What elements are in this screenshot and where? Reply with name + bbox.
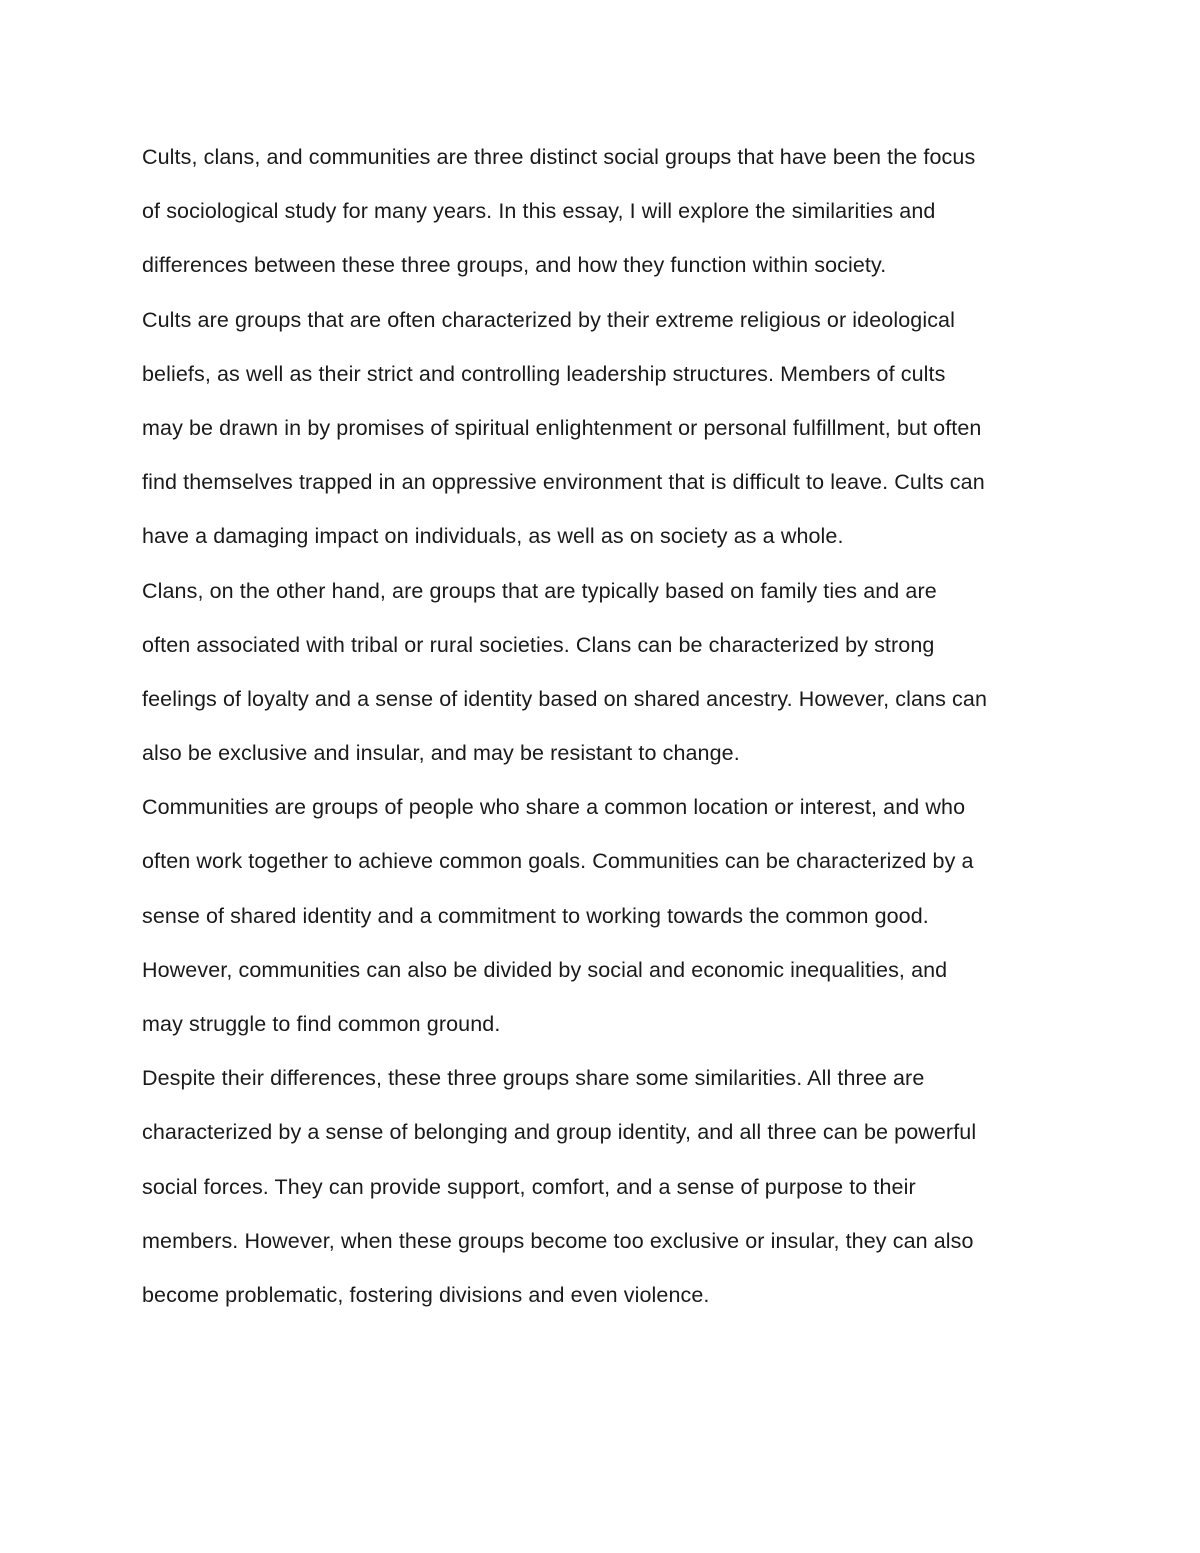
text-line: may struggle to find common ground. <box>142 1012 501 1036</box>
text-line: find themselves trapped in an oppressive environment that is difficult to leave. Cults can <box>142 470 985 495</box>
text-line: often work together to achieve common goals. Communities can be characterized by a <box>142 849 974 874</box>
text-line: members. However, when these groups become too exclusive or insular, they can also <box>142 1228 974 1253</box>
text-line: also be exclusive and insular, and may be resistant to change. <box>142 741 740 766</box>
text-line: characterized by a sense of belonging and group identity, and all three can be powerful <box>142 1120 977 1145</box>
text-line: differences between these three groups, and how they function within society. <box>142 253 887 278</box>
text-line: Despite their differences, these three groups share some similarities. All three are <box>142 1066 925 1091</box>
text-line: often associated with tribal or rural societies. Clans can be characterized by strong <box>142 632 935 657</box>
text-line: Communities are groups of people who share a common location or interest, and who <box>142 795 966 820</box>
essay-body <box>142 130 1082 1322</box>
text-line: become problematic, fostering divisions and even violence. <box>142 1282 710 1307</box>
text-line: Cults, clans, and communities are three distinct social groups that have been the focus <box>142 145 976 169</box>
text-line: have a damaging impact on individuals, as well as on society as a whole. <box>142 524 844 549</box>
text-line: feelings of loyalty and a sense of identity based on shared ancestry. However, clans can <box>142 686 988 711</box>
text-line: of sociological study for many years. In this essay, I will explore the similarities and <box>142 199 936 224</box>
text-line: social forces. They can provide support, comfort, and a sense of purpose to their <box>142 1174 916 1199</box>
text-line: However, communities can also be divided by social and economic inequalities, and <box>142 957 948 982</box>
text-line: beliefs, as well as their strict and controlling leadership structures. Members of cults <box>142 361 946 386</box>
text-line: may be drawn in by promises of spiritual enlightenment or personal fulfillment, but often <box>142 415 982 440</box>
text-line: Clans, on the other hand, are groups that are typically based on family ties and are <box>142 578 937 603</box>
text-line: Cults are groups that are often characterized by their extreme religious or ideological <box>142 307 955 332</box>
text-line: sense of shared identity and a commitment to working towards the common good. <box>142 903 929 928</box>
